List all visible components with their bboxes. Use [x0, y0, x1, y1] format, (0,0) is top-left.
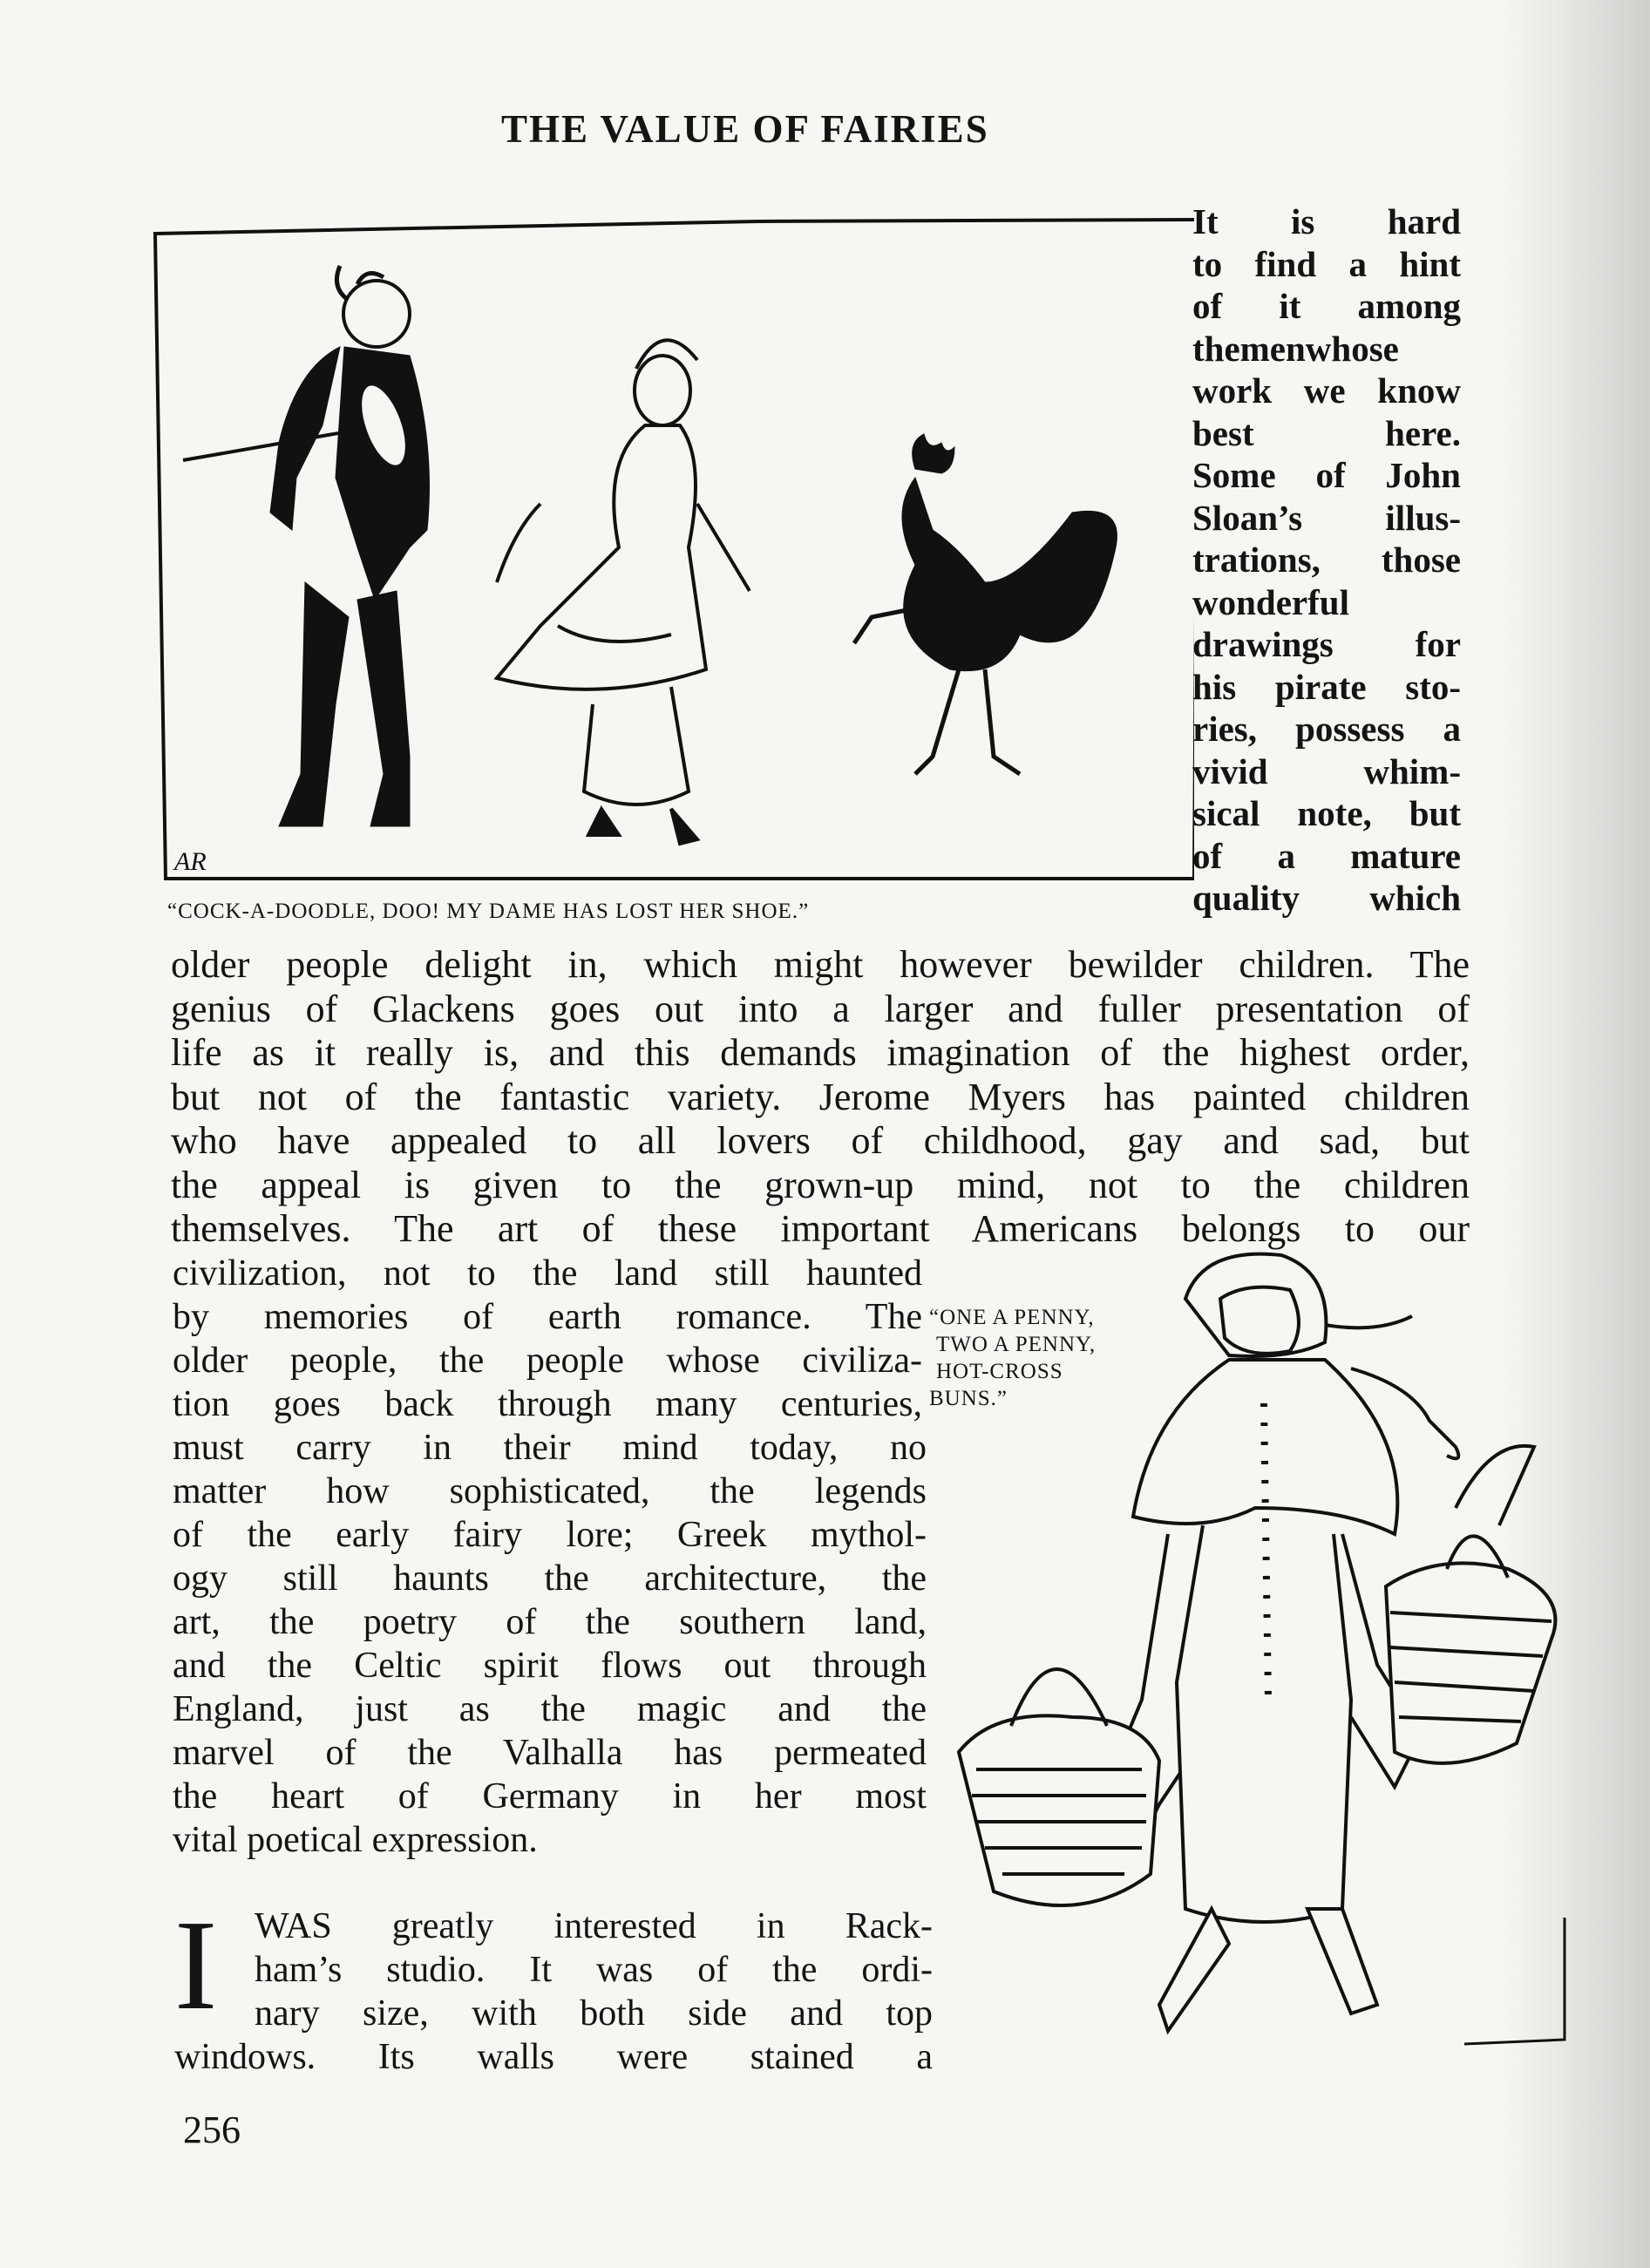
text-line: vivid whim- [1192, 750, 1461, 791]
side-figure-caption [929, 1304, 1096, 1412]
text-line: older people, the people whose civiliza- [173, 1341, 922, 1381]
text-line: WAS greatly interested in Rack- [255, 1906, 933, 1946]
text-line: marvel of the Valhalla has permeated [173, 1733, 927, 1773]
text-line: art, the poetry of the southern land, [173, 1602, 927, 1642]
text-line: the appeal is given to the grown-up mind, not to the children [171, 1163, 1470, 1206]
drop-cap: I [174, 1894, 218, 2037]
text-line: of a mature [1192, 835, 1461, 876]
text-line: England, just as the magic and the [173, 1689, 927, 1729]
text-line: of it among [1192, 286, 1461, 326]
illustration-cock-a-doodle [148, 216, 1194, 887]
right-basket [1386, 1446, 1555, 1763]
text-line: ogy still haunts the architecture, the [173, 1558, 927, 1599]
text-line: tion goes back through many centuries, [173, 1384, 922, 1424]
full-lines [174, 2035, 933, 2079]
rooster-figure [854, 434, 1117, 774]
text-line: quality which [1192, 878, 1461, 918]
text-line: themselves. The art of these important Americans belongs to our [171, 1207, 1470, 1250]
text-line: and the Celtic spirit flows out through [173, 1646, 927, 1686]
text-line: his pirate sto- [1192, 666, 1461, 707]
text-line: matter how sophisticated, the legends [173, 1471, 927, 1511]
left-basket [959, 1669, 1159, 1905]
full-width-text [171, 943, 1470, 1252]
top-figure-caption: “COCK-A-DOODLE, DOO! MY DAME HAS LOST HER SHOE.” [167, 900, 810, 923]
text-line: windows. Its walls were stained a [174, 2037, 933, 2077]
text-line: but not of the fantastic variety. Jerome Myers has painted children [171, 1075, 1470, 1118]
monogram: AR [174, 847, 207, 876]
text-line: the heart of Germany in her most [173, 1776, 927, 1816]
text-line: who have appealed to all lovers of childhood, gay and sad, but [171, 1119, 1470, 1162]
text-line: by memories of earth romance. The [173, 1297, 922, 1337]
fiddler-figure [183, 266, 430, 826]
caption-line: HOT-CROSS [936, 1360, 1063, 1383]
page-number: 256 [183, 2108, 241, 2151]
text-line: ries, possess a [1192, 709, 1461, 749]
dame-figure [497, 340, 750, 844]
text-line: work we know [1192, 370, 1461, 411]
text-line: must carry in their mind today, no [173, 1428, 927, 1468]
side-column-text [1192, 200, 1461, 920]
text-line: themenwhose [1192, 328, 1399, 369]
text-line: life as it really is, and this demands imagination of the highest order, [171, 1031, 1470, 1074]
text-line: best here. [1192, 412, 1461, 453]
text-line: sical note, but [1192, 793, 1461, 833]
text-line: drawings for [1192, 624, 1461, 664]
text-line: It is hard [1192, 201, 1461, 241]
text-line: nary size, with both side and top [255, 1993, 933, 2034]
text-line: trations, those [1192, 540, 1461, 580]
text-line: ham’s studio. It was of the ordi- [255, 1950, 933, 1990]
running-head: THE VALUE OF FAIRIES [501, 107, 989, 151]
caption-line: “ONE A PENNY, [929, 1306, 1095, 1329]
text-line: vital poetical expression. [173, 1820, 538, 1860]
indented-lines [255, 1905, 933, 2035]
corner-rule [1464, 1918, 1569, 2048]
text-line: older people delight in, which might however bewilder children. The [171, 943, 1470, 986]
left-column-text [173, 1252, 927, 1862]
text-line: of the early fairy lore; Greek mythol- [173, 1515, 927, 1555]
text-line: wonderful [1192, 581, 1349, 622]
caption-line: BUNS.” [929, 1387, 1008, 1410]
text-line: to find a hint [1192, 243, 1461, 284]
caption-line: TWO A PENNY, [936, 1333, 1097, 1356]
text-line: civilization, not to the land still haunted [173, 1253, 922, 1294]
text-line: Sloan’s illus- [1192, 497, 1461, 538]
text-line: Some of John [1192, 455, 1461, 495]
text-line: genius of Glackens goes out into a larger and fuller presentation of [171, 987, 1470, 1030]
